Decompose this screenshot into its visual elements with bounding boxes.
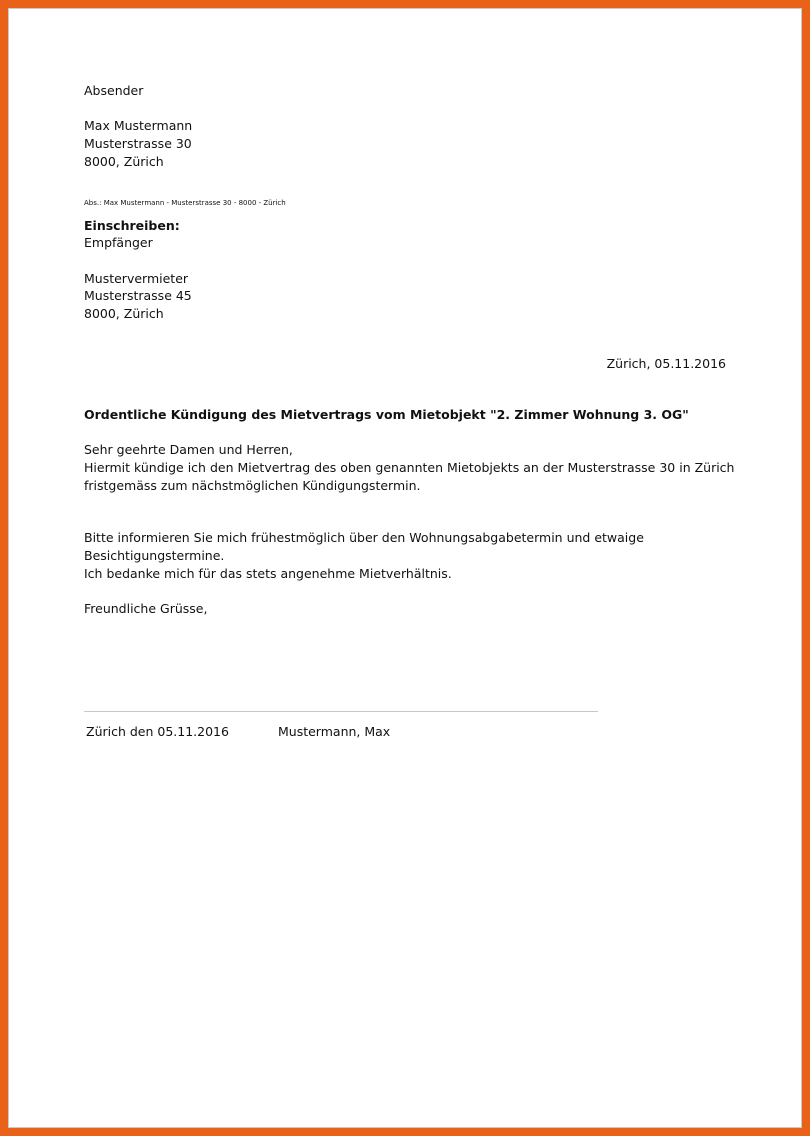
body-text-line: Bitte informieren Sie mich frühestmöglich über den Wohnungsabgabetermin und etwaige [84,530,644,545]
letter-subject: Ordentliche Kündigung des Mietvertrags vom Mietobjekt "2. Zimmer Wohnung 3. OG" [84,407,689,422]
recipient-city: 8000, Zürich [84,306,164,321]
body-text-line: Ich bedanke mich für das stets angenehme Mietverhältnis. [84,566,452,581]
body-text-line: fristgemäss zum nächstmöglichen Kündigungstermin. [84,478,421,493]
sender-city: 8000, Zürich [84,154,164,169]
recipient-street: Musterstrasse 45 [84,288,192,303]
body-text-line: Besichtigungstermine. [84,548,225,563]
salutation: Sehr geehrte Damen und Herren, [84,442,293,457]
closing: Freundliche Grüsse, [84,601,208,616]
signature-place-date: Zürich den 05.11.2016 [86,724,229,739]
registered-mail-label: Einschreiben: [84,218,180,233]
signature-line [84,711,598,712]
letter-page [8,8,802,1128]
sender-heading: Absender [84,83,144,98]
body-text-line: Hiermit kündige ich den Mietvertrag des oben genannten Mietobjekts an der Musterstrasse 30 in Zürich [84,460,735,475]
sender-street: Musterstrasse 30 [84,136,192,151]
signature-name: Mustermann, Max [278,724,391,739]
return-address-line: Abs.: Max Mustermann - Musterstrasse 30 - 8000 - Zürich [84,199,286,207]
letter-date: Zürich, 05.11.2016 [606,356,726,371]
recipient-name: Mustervermieter [84,271,189,286]
sender-name: Max Mustermann [84,118,193,133]
recipient-heading: Empfänger [84,235,153,250]
